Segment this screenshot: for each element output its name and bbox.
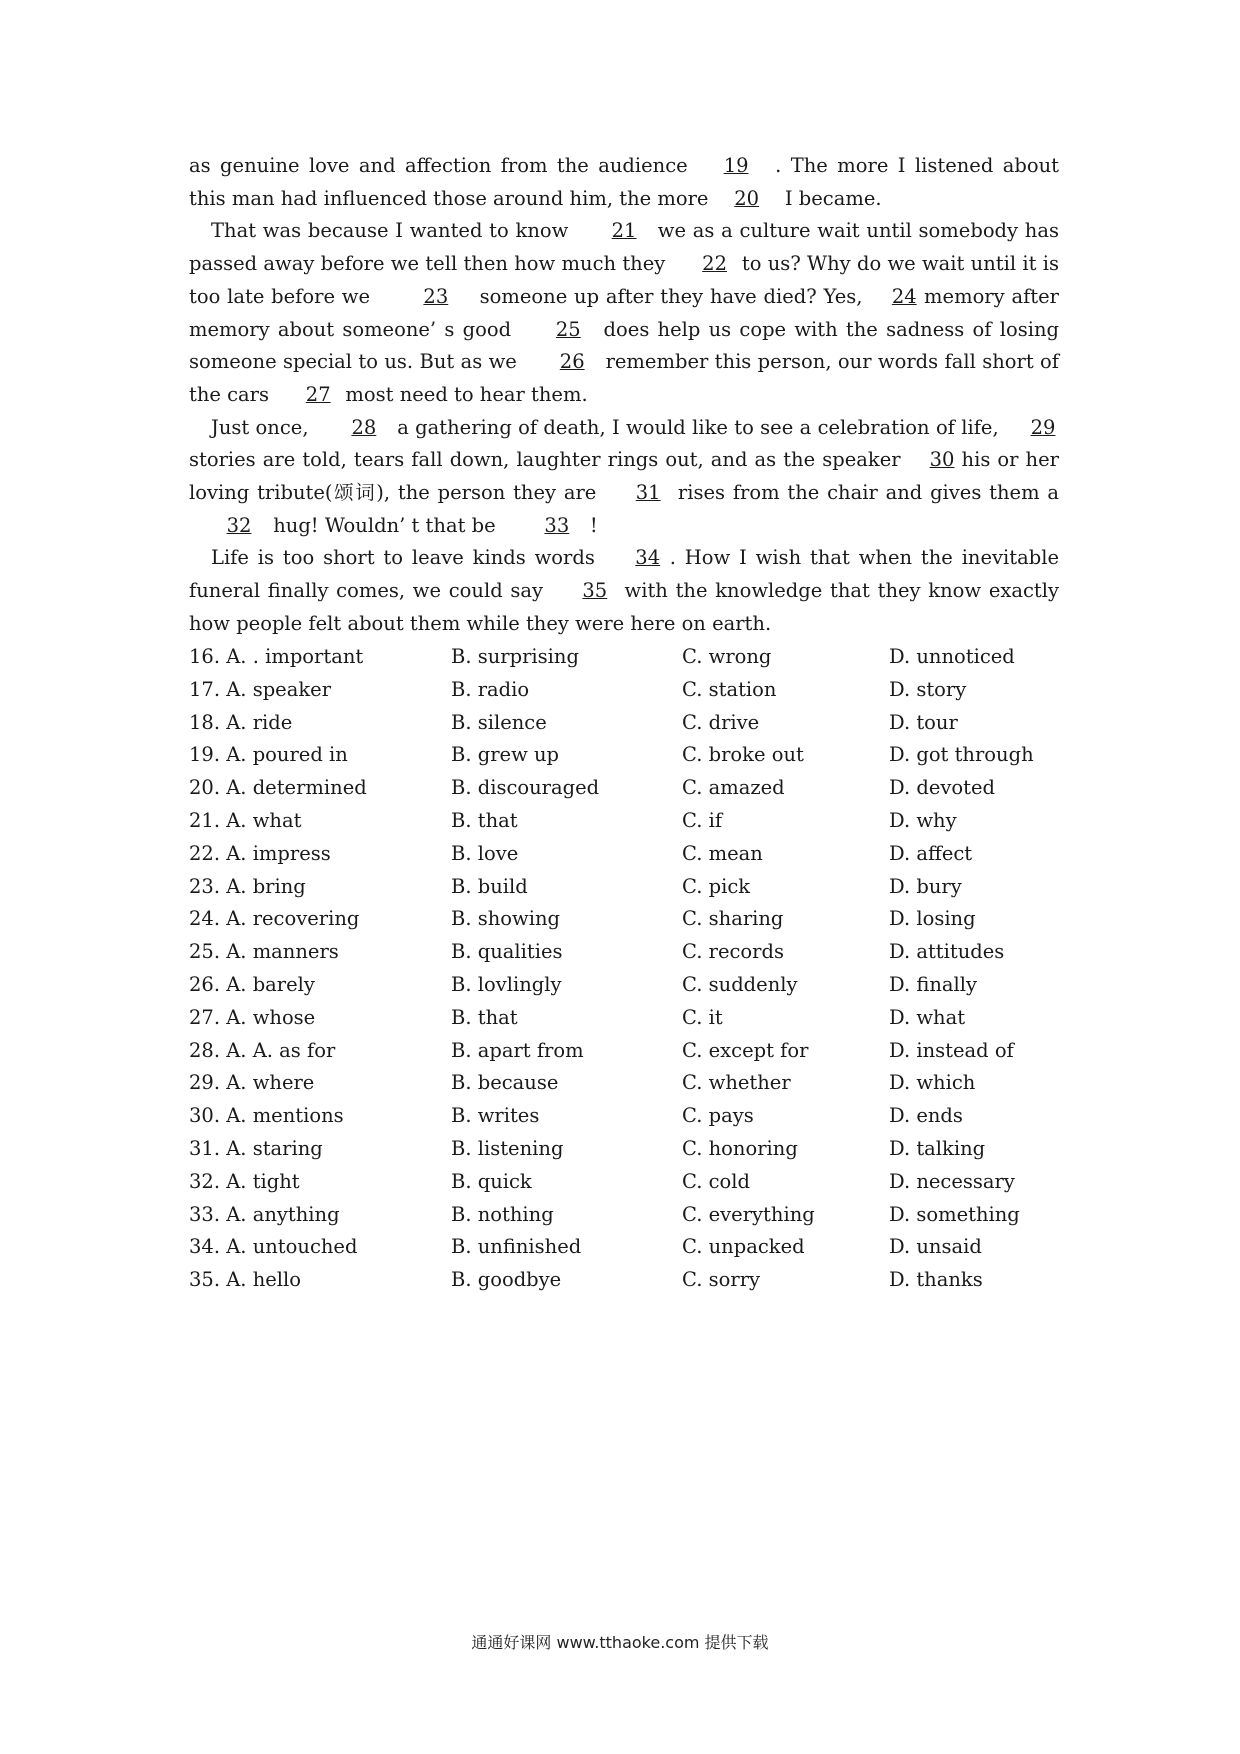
option-b: B. apart from [451, 1038, 584, 1062]
option-c: C. mean [682, 841, 763, 865]
option-a: 28. A. A. as for [189, 1038, 336, 1062]
option-row [189, 1133, 1059, 1166]
option-c: C. sorry [682, 1268, 761, 1292]
option-b: B. because [451, 1071, 559, 1095]
passage-text: we as a culture wait until somebody has passed away before we tell then how much they [189, 219, 1059, 276]
option-d: D. affect [889, 841, 973, 865]
passage-text: Just once, [211, 415, 315, 439]
blank-25: 25 [555, 317, 581, 341]
option-d: D. necessary [889, 1169, 1015, 1193]
option-a: 21. A. what [189, 808, 302, 832]
blank-35: 35 [582, 579, 608, 603]
option-b: B. surprising [451, 645, 579, 668]
passage-text: a gathering of death, I would like to see a celebration of life, [390, 415, 1006, 439]
option-b: B. that [451, 1005, 518, 1029]
passage-text: does help us cope with the sadness of losing someone special to us. But as we [189, 317, 1059, 374]
option-a: 33. A. anything [189, 1202, 340, 1226]
passage-text: Life is too short to leave kinds words [211, 546, 604, 570]
blank-31: 31 [635, 481, 661, 505]
option-a: 32. A. tight [189, 1169, 300, 1193]
option-d: D. ends [889, 1104, 963, 1128]
option-c: C. pick [682, 874, 751, 898]
option-c: C. wrong [682, 645, 772, 668]
passage-text: hug! Wouldn’ t that be [267, 513, 502, 537]
blank-28: 28 [351, 415, 377, 439]
passage-text: memory after memory about someone’ s good [189, 284, 1059, 341]
answer-options [189, 641, 1059, 1297]
option-d: D. story [889, 677, 967, 701]
blank-30: 30 [929, 448, 955, 472]
option-a: 26. A. barely [189, 972, 315, 996]
option-b: B. silence [451, 710, 547, 734]
option-a: 25. A. manners [189, 940, 339, 964]
blank-22: 22 [702, 252, 727, 276]
passage-text: as genuine love and affection from the audience [189, 154, 698, 177]
option-d: D. instead of [889, 1038, 1014, 1062]
option-b: B. build [451, 874, 528, 898]
option-c: C. records [682, 940, 784, 964]
blank-19: 19 [723, 154, 749, 177]
option-d: D. tour [889, 710, 958, 734]
option-a: 30. A. mentions [189, 1104, 344, 1128]
option-d: D. bury [889, 874, 962, 898]
option-row [189, 674, 1059, 707]
option-b: B. grew up [451, 743, 560, 767]
blank-29: 29 [1030, 415, 1056, 439]
option-b: B. love [451, 841, 519, 865]
option-b: B. showing [451, 907, 561, 931]
option-row [189, 1035, 1059, 1068]
option-b: B. qualities [451, 940, 563, 964]
paragraph-4 [189, 542, 1059, 640]
option-row [189, 772, 1059, 805]
option-b: B. nothing [451, 1202, 554, 1226]
option-c: C. unpacked [682, 1235, 805, 1259]
option-c: C. whether [682, 1071, 791, 1095]
option-a: 34. A. untouched [189, 1235, 358, 1259]
option-a: 19. A. poured in [189, 743, 348, 767]
passage-text: . The more I listened about this man had influenced those around him, the more [189, 154, 1059, 210]
blank-21: 21 [611, 219, 637, 243]
passage-text: ! [589, 513, 598, 537]
blank-34: 34 [635, 546, 661, 570]
option-d: D. unsaid [889, 1235, 982, 1259]
passage-text: I became. [778, 186, 882, 210]
option-b: B. listening [451, 1136, 564, 1160]
option-a: 17. A. speaker [189, 677, 332, 701]
paragraph-3 [189, 412, 1059, 543]
option-a: 18. A. ride [189, 710, 293, 734]
option-d: D. finally [889, 972, 978, 996]
passage-text: most need to hear them. [339, 382, 588, 406]
option-a: 35. A. hello [189, 1268, 302, 1292]
paragraph-1 [189, 150, 1059, 215]
passage-text: someone up after they have died? Yes, [472, 284, 870, 308]
option-a: 20. A. determined [189, 776, 367, 800]
passage-text: with the knowledge that they know exactly how people felt about them while they were here on earth. [189, 579, 1059, 635]
option-row [189, 1100, 1059, 1133]
blank-20: 20 [734, 186, 760, 210]
option-d: D. got through [889, 743, 1034, 767]
option-b: B. quick [451, 1169, 532, 1193]
option-c: C. everything [682, 1202, 815, 1226]
option-row [189, 903, 1059, 936]
option-c: C. broke out [682, 743, 804, 767]
option-d: D. devoted [889, 776, 995, 800]
option-row [189, 805, 1059, 838]
option-a: 31. A. staring [189, 1136, 323, 1160]
passage-text: to us? Why do we wait until it is too late before we [189, 252, 1059, 308]
option-row [189, 1002, 1059, 1035]
option-d: D. losing [889, 907, 976, 931]
option-b: B. writes [451, 1104, 540, 1128]
option-b: B. lovlingly [451, 972, 562, 996]
option-c: C. if [682, 808, 723, 832]
footer-watermark: 通通好课网 www.tthaoke.com 提供下载 [471, 1633, 769, 1652]
cloze-passage [189, 150, 1059, 641]
option-row [189, 707, 1059, 740]
option-b: B. unfinished [451, 1235, 582, 1259]
option-c: C. honoring [682, 1136, 798, 1160]
option-row [189, 739, 1059, 772]
option-a: 29. A. where [189, 1071, 315, 1095]
option-b: B. radio [451, 677, 530, 701]
option-d: D. what [889, 1005, 966, 1029]
option-b: B. that [451, 808, 518, 832]
option-row [189, 838, 1059, 871]
option-row [189, 1067, 1059, 1100]
passage-text: That was because I wanted to know [211, 219, 576, 243]
option-row [189, 871, 1059, 904]
option-d: D. something [889, 1202, 1020, 1226]
option-a: 23. A. bring [189, 874, 306, 898]
option-c: C. except for [682, 1038, 809, 1062]
option-a: 16. A. . important [189, 645, 364, 668]
option-c: C. cold [682, 1169, 751, 1193]
blank-24: 24 [891, 284, 917, 308]
option-c: C. pays [682, 1104, 754, 1128]
option-a: 24. A. recovering [189, 907, 360, 931]
option-c: C. station [682, 677, 777, 701]
paragraph-2 [189, 215, 1059, 411]
passage-text: . How I wish that when the inevitable funeral finally comes, we could say [189, 546, 1060, 603]
option-d: D. why [889, 808, 957, 832]
passage-text: his or her loving tribute(颂词), the person they are [189, 448, 1059, 505]
option-row [189, 1231, 1059, 1264]
option-row [189, 1166, 1059, 1199]
option-b: B. goodbye [451, 1268, 562, 1292]
option-d: D. which [889, 1071, 976, 1095]
option-row [189, 936, 1059, 969]
option-d: D. attitudes [889, 940, 1005, 964]
option-a: 27. A. whose [189, 1005, 316, 1029]
option-d: D. thanks [889, 1268, 983, 1292]
option-row [189, 1199, 1059, 1232]
passage-text: remember this person, our words fall short of the cars [189, 350, 1059, 406]
blank-32: 32 [226, 513, 252, 537]
option-row [189, 641, 1059, 674]
passage-text: rises from the chair and gives them a [670, 481, 1059, 505]
blank-27: 27 [305, 382, 331, 406]
option-c: C. drive [682, 710, 760, 734]
blank-26: 26 [559, 350, 585, 374]
blank-23: 23 [423, 284, 449, 308]
option-d: D. unnoticed [889, 645, 1015, 668]
option-c: C. sharing [682, 907, 784, 931]
passage-text: stories are told, tears fall down, laughter rings out, and as the speaker [189, 448, 908, 472]
option-d: D. talking [889, 1136, 986, 1160]
option-b: B. discouraged [451, 776, 600, 800]
option-row [189, 969, 1059, 1002]
blank-33: 33 [544, 513, 570, 537]
option-a: 22. A. impress [189, 841, 331, 865]
option-c: C. it [682, 1005, 723, 1029]
option-row [189, 1264, 1059, 1297]
option-c: C. suddenly [682, 972, 798, 996]
option-c: C. amazed [682, 776, 785, 800]
